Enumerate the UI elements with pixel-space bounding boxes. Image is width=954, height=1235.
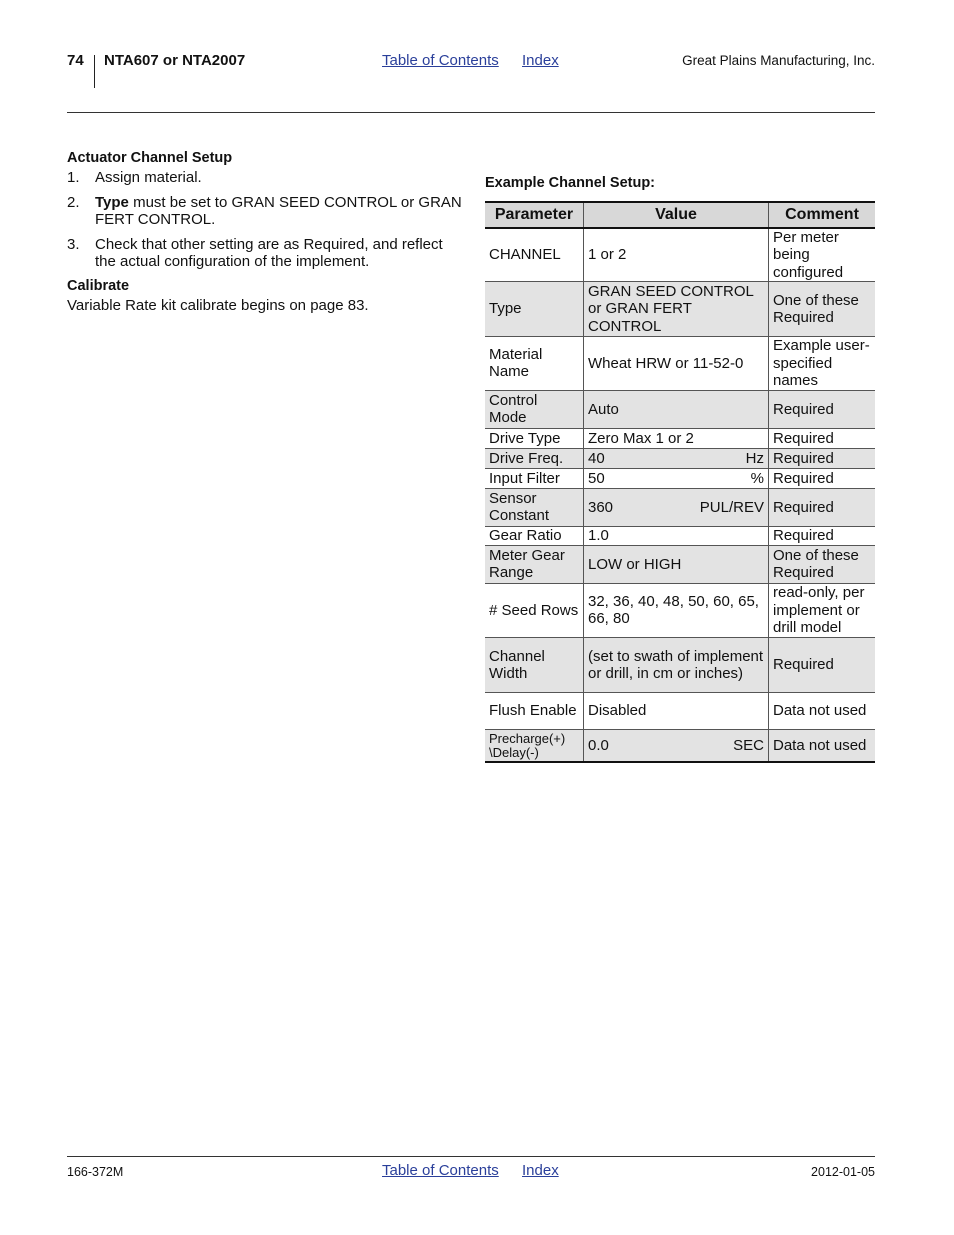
company-name: Great Plains Manufacturing, Inc. [682,53,875,68]
table-row: Type GRAN SEED CONTROL or GRAN FERT CONTROL One of these Required [485,281,875,336]
actuator-heading: Actuator Channel Setup [67,150,233,166]
table-row: Flush Enable Disabled Data not used [485,692,875,729]
table-row: Meter Gear Range LOW or HIGH One of these Required [485,545,875,583]
step-item: 1. Assign material. [67,169,202,186]
doc-date: 2012-01-05 [811,1165,875,1179]
header-parameter: Parameter [485,202,584,228]
index-link[interactable]: Index [522,52,559,69]
doc-code: 166-372M [67,1165,124,1179]
table-header-row [485,202,875,228]
header-comment: Comment [769,202,876,228]
table-row: Input Filter 50 % Required [485,468,875,488]
page-number: 74 [67,52,84,69]
table-row: Drive Freq. 40 Hz Required [485,448,875,468]
table-row: CHANNEL 1 or 2 Per meter being configured [485,228,875,281]
setup-steps [67,169,462,278]
header-rule [67,112,875,113]
table-title: Example Channel Setup: [485,175,656,191]
header-value: Value [584,202,769,228]
table-row: Sensor Constant 360 PUL/REV Required [485,488,875,526]
header-divider [94,55,95,88]
toc-link[interactable]: Table of Contents [382,52,499,69]
footer-toc-link[interactable]: Table of Contents [382,1162,499,1179]
table-row: Precharge(+) \Delay(-) 0.0 SEC Data not used [485,729,875,762]
model-title: NTA607 or NTA2007 [104,52,246,69]
table-row: Material Name Wheat HRW or 11-52-0 Example user-specified names [485,336,875,390]
table-row: Drive Type Zero Max 1 or 2 Required [485,428,875,448]
footer-rule [67,1156,875,1157]
table-row: Channel Width (set to swath of implement or drill, in cm or inches) Required [485,637,875,692]
step-item: 2. Type must be set to GRAN SEED CONTROL or GRAN FERT CONTROL. [67,193,462,228]
calibrate-text: Variable Rate kit calibrate begins on page 83. [67,297,369,314]
table-row: Gear Ratio 1.0 Required [485,526,875,545]
footer-index-link[interactable]: Index [522,1162,559,1179]
step-item: 3. Check that other setting are as Required, and reflect the actual configuration of the implement. [67,235,443,270]
table-row: # Seed Rows 32, 36, 40, 48, 50, 60, 65, 66, 80 read-only, per implement or drill model [485,583,875,637]
table-row: Control Mode Auto Required [485,390,875,428]
channel-setup-table [485,201,875,763]
calibrate-heading: Calibrate [67,278,130,294]
